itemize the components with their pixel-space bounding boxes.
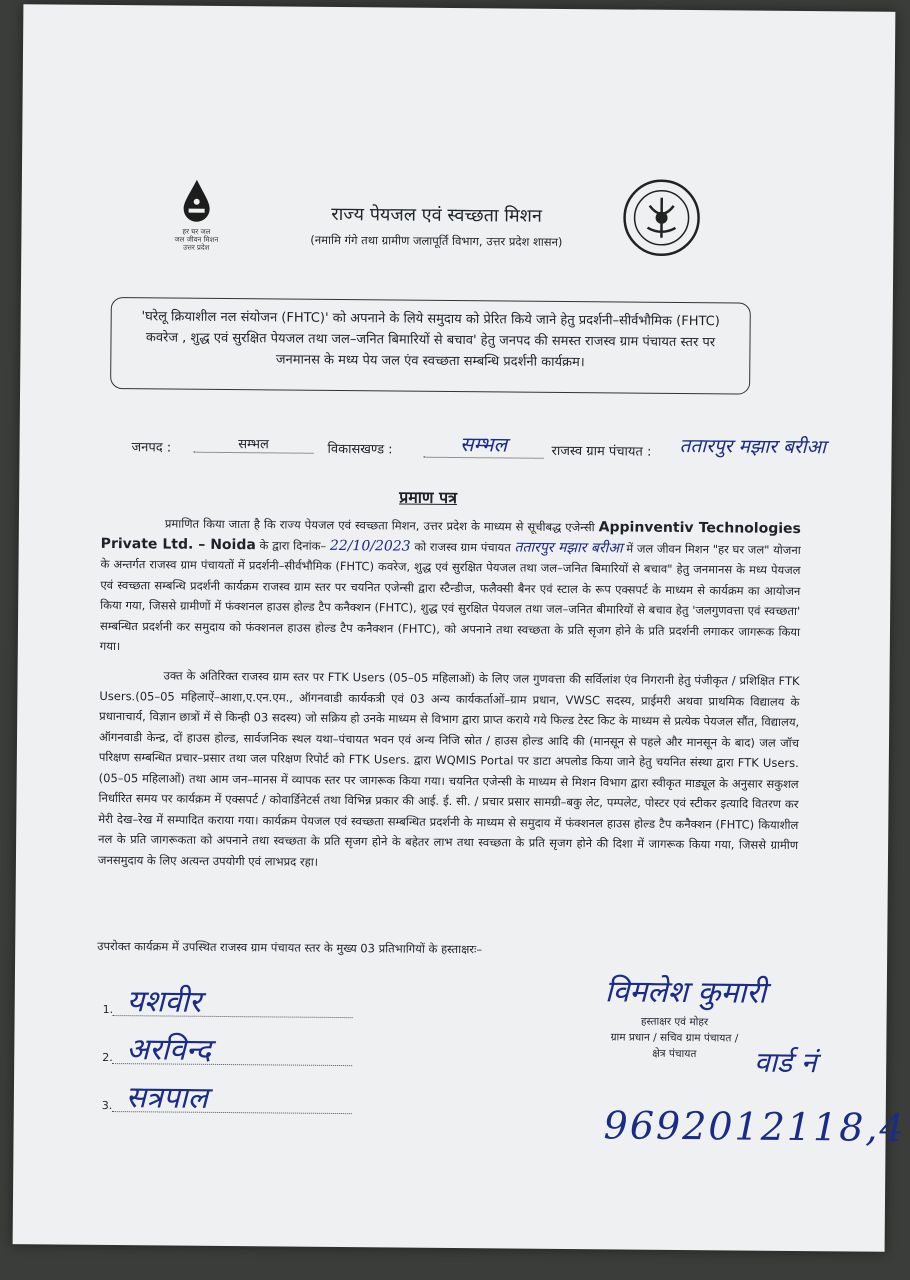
paragraph-1-intro: प्रमाणित किया जाता है कि राज्य पेयजल एवं स्वच्छता मिशन, उत्तर प्रदेश के माध्यम से सूचीबद्ध एजेन्सी <box>164 516 595 535</box>
village-name: ततारपुर मझार बरीआ <box>514 539 623 556</box>
district-value: सम्भल <box>194 434 314 454</box>
mission-title: राज्य पेयजल एवं स्वच्छता मिशन <box>331 203 543 227</box>
agency-name: Appinventiv Technologies Private Ltd. – Noida <box>100 519 801 553</box>
document-sheet <box>13 4 906 1252</box>
participant-signature-1 <box>102 984 403 1020</box>
paragraph-1-panchayat-label: को राजस्व ग्राम पंचायत <box>414 539 511 554</box>
participant-name: यशवीर <box>126 984 202 1020</box>
location-fields <box>131 432 882 460</box>
district-label: जनपद : <box>131 440 172 456</box>
water-drop-icon <box>180 178 214 224</box>
participant-signature-2 <box>102 1032 402 1068</box>
program-description-text: 'घरेलू क्रियाशील नल संयोजन (FHTC)' को अपनाने के लिये समुदाय को प्रेरित किये जाने हेतु प्रदर्शनी–सीर्वभौमिक (FHTC) कवरेज , शुद्ध एवं सुरक्षित पेयजल तथा जल–जनित बिमारियों से बचाव' हेतु जनपद की समस्त राजस्व ग्राम पंचायत स्तर पर जनमानस के मध्य पेय जल एंव स्वच्छता सम्बन्धि प्रदर्शनी कार्यक्रम। <box>141 309 720 371</box>
official-caption: हस्ताक्षर एवं मोहर ग्राम प्रधान / सचिव ग्राम पंचायत / क्षेत्र पंचायत <box>610 1015 739 1061</box>
mission-subtitle: (नमामि गंगे तथा ग्रामीण जलापूर्ति विभाग, उत्तर प्रदेश शासन) <box>310 232 563 249</box>
signature-intro: उपरोक्त कार्यक्रम में उपस्थित राजस्व ग्राम पंचायत स्तर के मुख्य 03 प्रतिभागियों के हस्ताक्षरः– <box>97 938 483 957</box>
certificate-heading: प्रमाण पत्र <box>399 487 458 508</box>
participant-number: 2. <box>102 1050 113 1065</box>
logo-caption: हर घर जल जल जीवन मिशन उत्तर प्रदेश <box>174 227 219 252</box>
participant-name: सत्रपाल <box>125 1080 209 1116</box>
participant-number: 1. <box>102 1002 114 1017</box>
phone-number: 9692012118,4 <box>603 1103 906 1150</box>
certificate-paragraph-1 <box>100 513 801 663</box>
ward-note: वार्ड नं <box>754 1045 817 1080</box>
participant-signature-3 <box>101 1080 402 1116</box>
paragraph-1-date-label: के द्वारा दिनांक– <box>259 537 327 553</box>
official-signature-block <box>575 969 875 1080</box>
panchayat-value: ततारपुर मझार बरीआ <box>679 434 827 459</box>
participant-number: 3. <box>101 1098 113 1113</box>
official-signature: विमलेश कुमारी <box>604 974 767 1011</box>
paragraph-1-body: में जल जीवन मिशन "हर घर जल" योजना के अन्तर्गत राजस्व ग्राम पंचायतों में प्रदर्शनी–सीर्वभौमिक (FHTC) कवरेज, शुद्ध एवं सुरक्षित पेयजल तथा जल–जनित बिमारियों से बचाव" हेतु जनमानस के मध्य पेयजल एवं स्वच्छता सम्बन्धि प्रदर्शनी कार्यक्रम राजस्व ग्राम स्तर पर चयनित एजेन्सी द्वारा स्टैन्डीज, फलैक्सी बैनर एवं स्टाल के रूप एक्सपर्ट के माध्यम से कार्यक्रम का आयोजन किया गया, जिससे ग्रामीणों में फंक्शनल हाउस होल्ड टैप कनैक्शन (FHTC), शुद्ध एवं सुरक्षित पेयजल तथा जल–जनित बीमारियों से बचाव हेतु 'जलगुणवत्ता एवं स्वच्छता' सम्बन्धित प्रदर्शनी कर समुदाय को फंक्शनल हाउस होल्ड टैप कनैक्शन (FHTC), को अपनाने तथा स्वच्छता के प्रति सृजग होने के प्रति प्रदर्शनी लगाकर जागरूक किया गया। <box>99 541 801 654</box>
participant-name: अरविन्द <box>126 1032 212 1068</box>
certificate-paragraph-2: उक्त के अतिरिक्त राजस्व ग्राम स्तर पर FTK Users (05–05 महिलाओं) के लिए जल गुणवत्ता की सर्विलांश एंव निगरानी हेतु पंजीकृत / प्रशिक्षित FTK Users.(05–05 महिलाऐं–आशा,ए.एन.एम., ऑगनवाडी कार्यकत्री एवं 03 अन्य कार्यकर्ताओं–ग्राम प्रधान, VWSC सदस्य, प्राईमरी अथवा प्राथमिक विद्यालय के प्रधानाचार्य, विज्ञान छात्रों में से किन्ही 03 सदस्य) जो सक्रिय हो उनके माध्यम से विभाग द्वारा प्राप्त कराये गये फिल्ड टेस्ट किट के माध्यम से प्रत्येक पेयजल सौंत, विद्यालय, ऑगनवाडी केन्द्र, दों हाउस होल्ड, सार्वजनिक स्थल यथा–पंचायत भवन एवं अन्य निजि स्रोत / हाउस होल्ड आदि की (मानसून से पहले और मानसून के बाद) जल जॉच परिक्षण सम्बन्धित प्रचार–प्रसार तथा जल परिक्षण रिपोर्ट को FTK Users. द्वारा WQMIS Portal पर डाटा अपलोड किया जाने हेतु चयनित संस्था द्वारा FTK Users.(05–05 महिलाओं) तथा आम जन–मानस में व्यापक स्तर पर जागरूक किया गया। चयनित एजेन्सी के माध्यम से मिशन विभाग द्वारा स्वीकृत माड्यूल के अनुसार सकुशल निर्धारित समय पर कार्यक्रम में एक्सपर्ट / कोवार्डिनेटर्स तथा विभिन्न प्रकार की आई. ई. सी. / प्रचार प्रसार सामग्री–बकु लेट, पम्पलेट, पोस्टर एवं स्टीकर इत्यादि वितरण कर मेरी देख–रेख में सम्पादित कराया गया। कार्यक्रम पेयजल एवं स्वच्छता सम्बन्धित प्रदर्शनी के माध्यम से समुदाय में फंक्शनल हाउस होल्ड टैप कनैक्शन (FHTC) कियाशील नल के प्रति जागरूकता को अपनाने तथा स्वच्छता के प्रति सृजग होने के बहेतर लाभ तथा स्वच्छता के प्रति सृजग होने की दिशा में जागरूक किया गया, जिससे ग्रामीण जनसमुदाय के लिए अत्यन्त उपयोगी एवं लाभप्रद रहा। <box>97 668 800 869</box>
block-value: सम्भल <box>423 430 543 459</box>
program-description-box <box>110 297 751 395</box>
program-date: 22/10/2023 <box>329 537 411 555</box>
block-label: विकासखण्ड : <box>327 441 393 458</box>
panchayat-label: राजस्व ग्राम पंचायत : <box>551 443 652 460</box>
